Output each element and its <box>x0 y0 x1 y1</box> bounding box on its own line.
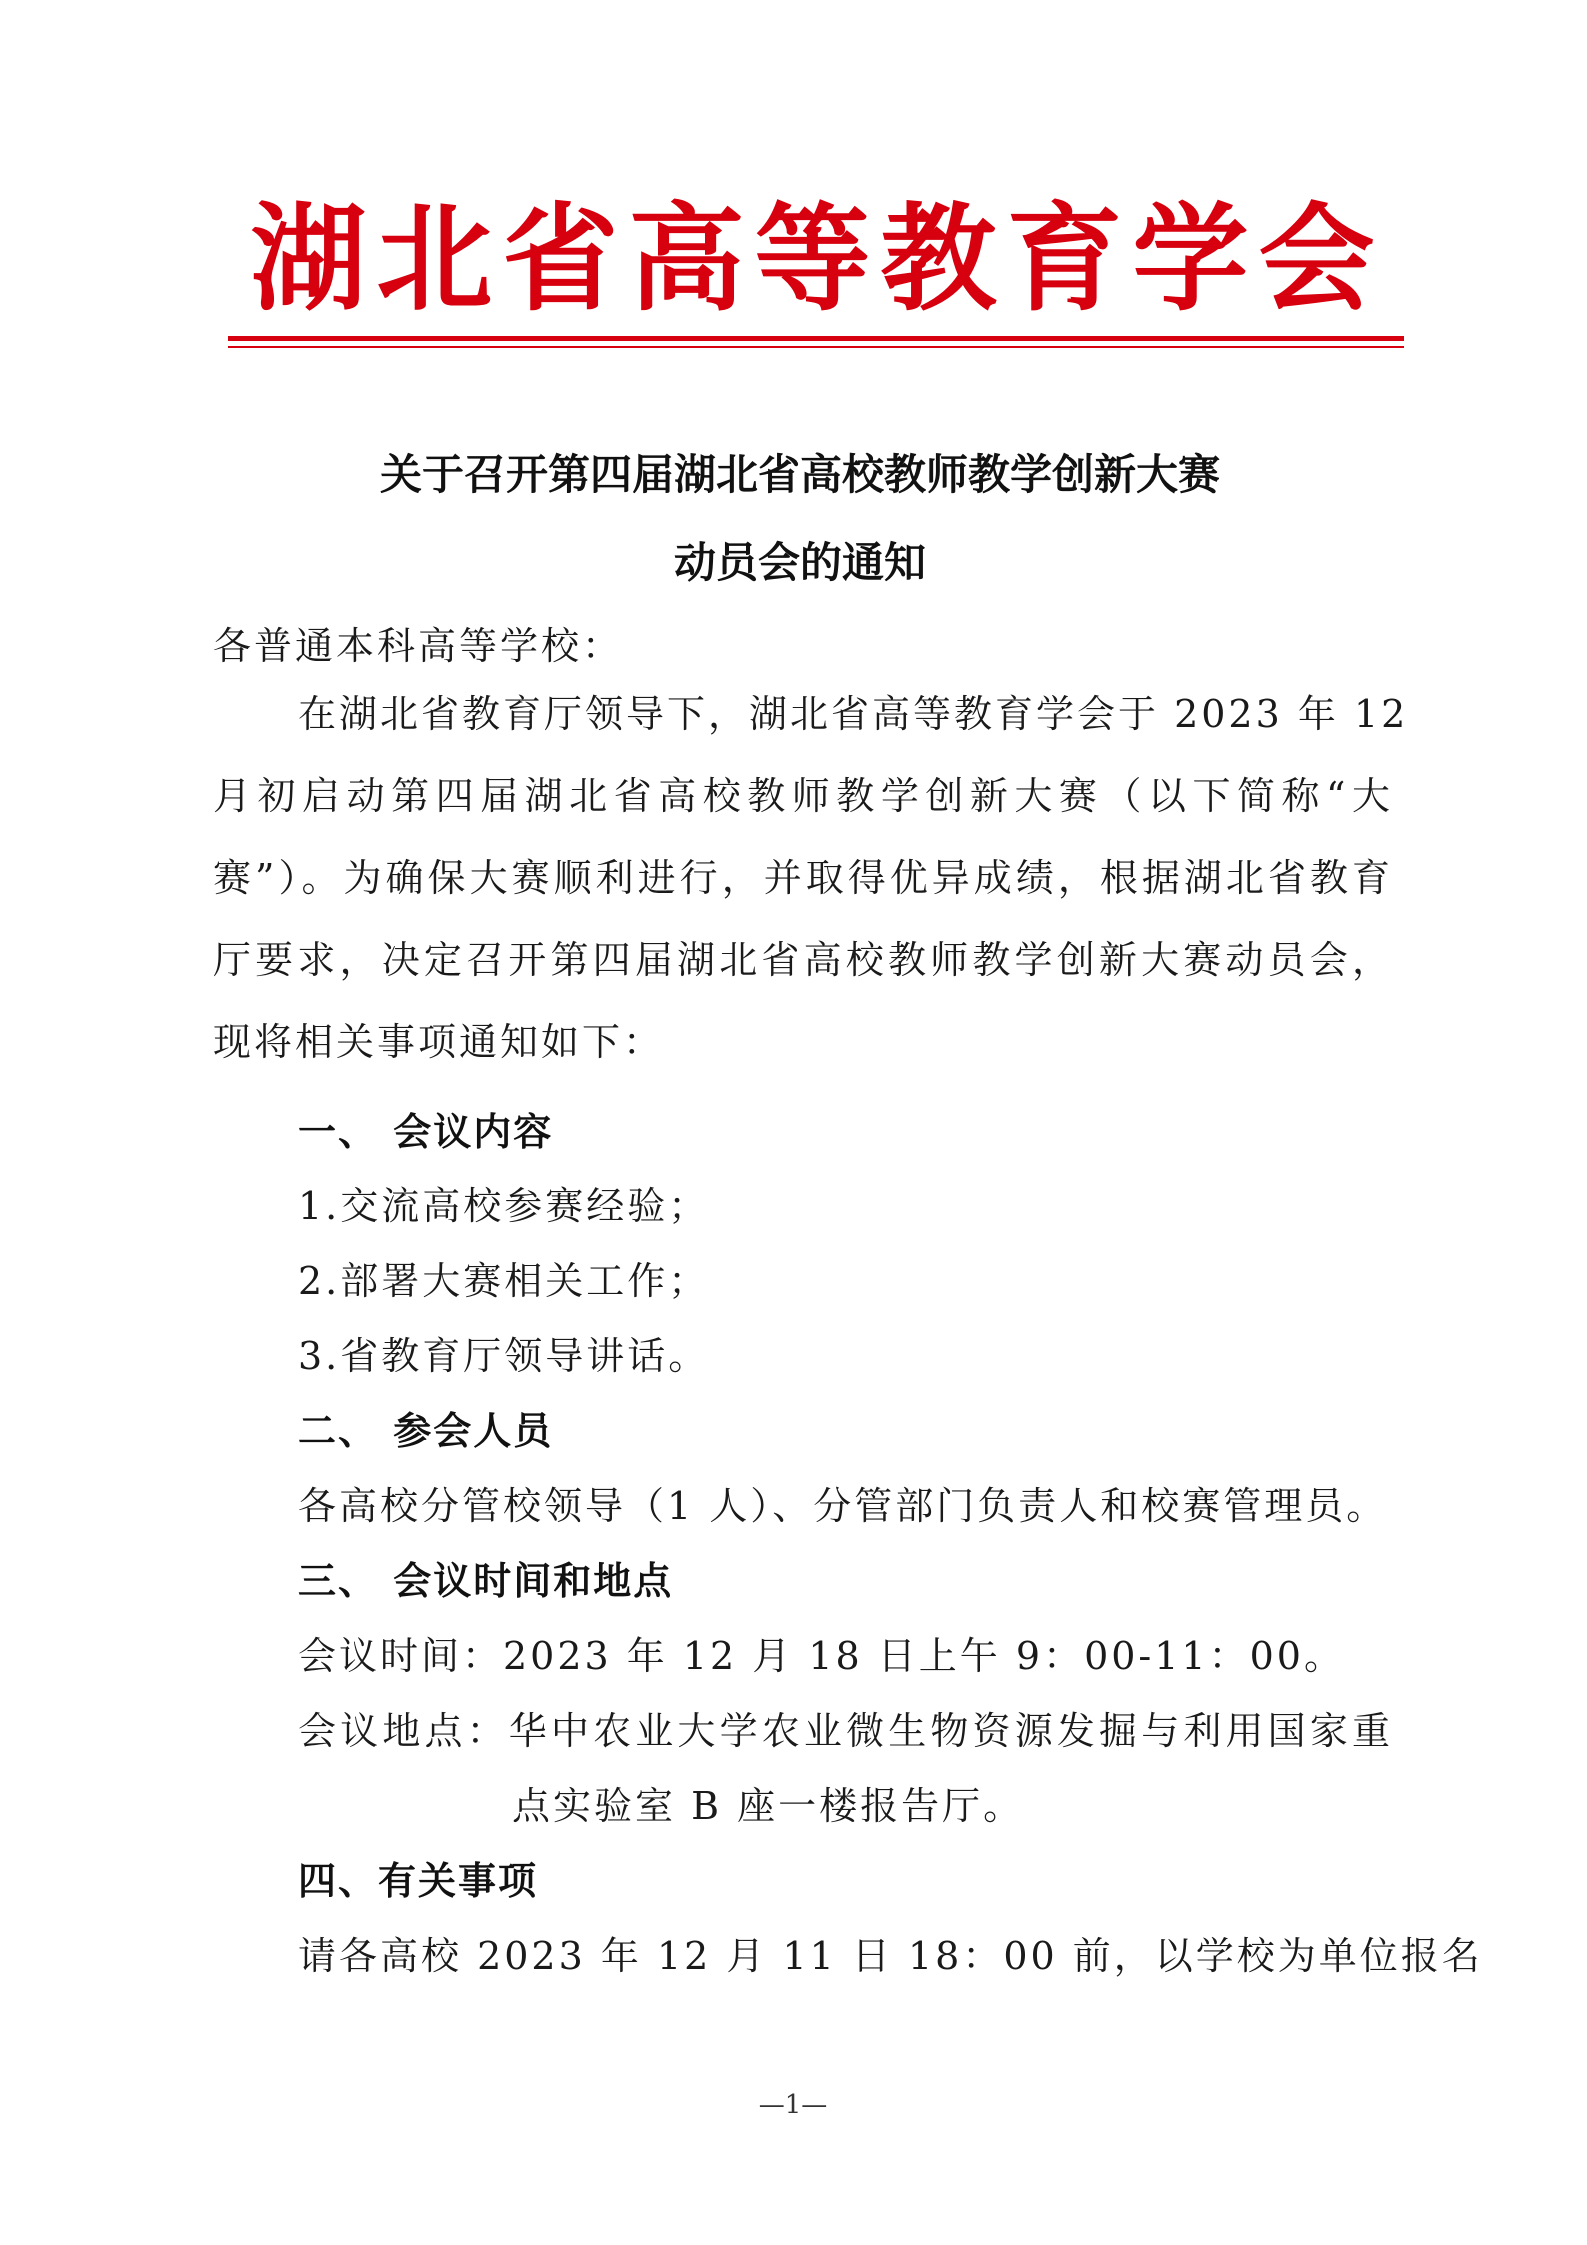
letterhead-rule-thick <box>228 336 1404 341</box>
meeting-time: 会议时间：2023 年 12 月 18 日上午 9：00-11：00。 <box>298 1634 1345 1678</box>
section-heading-time-place: 三、 会议时间和地点 <box>298 1559 674 1603</box>
intro-line-3: 赛”）。为确保大赛顺利进行，并取得优异成绩，根据湖北省教育 <box>213 856 1393 900</box>
content-item-1: 1.交流高校参赛经验； <box>298 1184 710 1228</box>
document-title-line-1: 关于召开第四届湖北省高校教师教学创新大赛 <box>379 450 1220 499</box>
document-title-line-2: 动员会的通知 <box>673 538 926 587</box>
intro-line-1: 在湖北省教育厅领导下，湖北省高等教育学会于 2023 年 12 <box>298 692 1409 736</box>
meeting-place-line-1: 会议地点：华中农业大学农业微生物资源发掘与利用国家重 <box>298 1709 1393 1753</box>
content-item-3: 3.省教育厅领导讲话。 <box>298 1334 710 1378</box>
section-heading-content: 一、 会议内容 <box>298 1110 554 1154</box>
salutation: 各普通本科高等学校： <box>213 624 624 668</box>
section-heading-attendees: 二、 参会人员 <box>298 1409 554 1453</box>
page-number: —1— <box>758 2090 828 2120</box>
matters-text: 请各高校 2023 年 12 月 11 日 18：00 前，以学校为单位报名 <box>298 1934 1483 1978</box>
intro-line-2: 月初启动第四届湖北省高校教师教学创新大赛（以下简称“大 <box>213 774 1393 818</box>
content-item-2: 2.部署大赛相关工作； <box>298 1259 710 1303</box>
letterhead-org-name: 湖北省高等教育学会 <box>250 192 1385 327</box>
attendees-text: 各高校分管校领导（1 人）、分管部门负责人和校赛管理员。 <box>298 1484 1388 1528</box>
section-heading-matters: 四、有关事项 <box>298 1859 539 1903</box>
intro-line-4: 厅要求，决定召开第四届湖北省高校教师教学创新大赛动员会， <box>213 938 1393 982</box>
meeting-place-line-2: 点实验室 B 座一楼报告厅。 <box>512 1784 1025 1828</box>
intro-line-5: 现将相关事项通知如下： <box>213 1020 665 1064</box>
letterhead-rule-thin <box>228 346 1404 348</box>
